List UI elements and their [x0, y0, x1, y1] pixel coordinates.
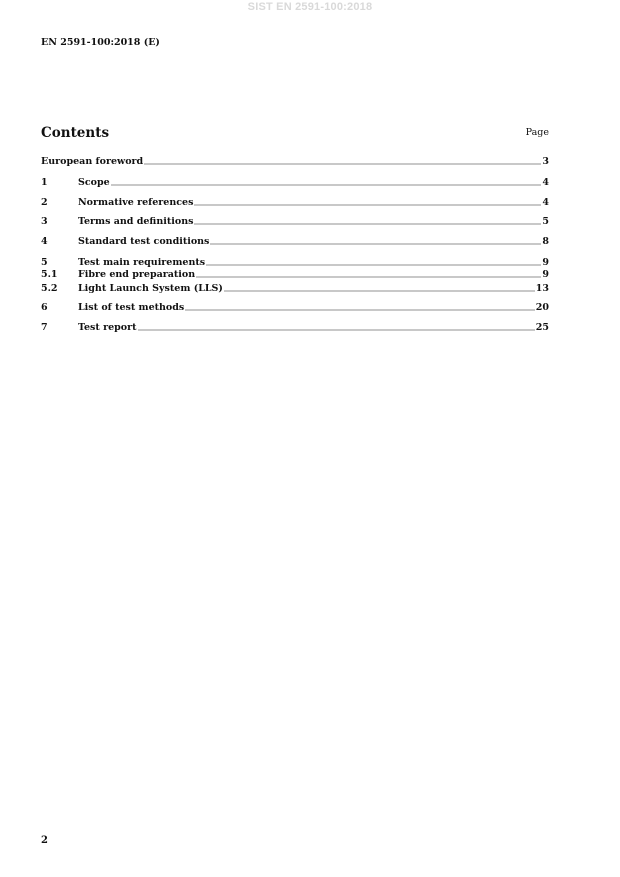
toc-entry[interactable] [41, 302, 549, 314]
toc-entry-number: 4 [41, 236, 48, 247]
toc-entry[interactable] [41, 216, 549, 228]
toc-entry-page: 9 [542, 269, 549, 280]
toc-entry-page: 20 [535, 302, 549, 313]
toc-entry-page: 9 [542, 257, 549, 268]
dot-leader [224, 290, 535, 293]
toc-entry-number: 5.2 [41, 283, 58, 294]
toc-entry-title: Fibre end preparation [78, 269, 196, 280]
toc-entry-number: 1 [41, 177, 48, 188]
toc-entry-title: Normative references [78, 197, 194, 208]
toc-entry-number: 5.1 [41, 269, 58, 280]
toc-entry[interactable] [41, 322, 549, 334]
dot-leader [138, 329, 535, 332]
toc-entry[interactable] [41, 283, 549, 295]
document-id: EN 2591-100:2018 (E) [41, 37, 160, 48]
dot-leader [196, 276, 541, 279]
toc-entry-title: European foreword [41, 156, 144, 167]
toc-entry-page: 4 [542, 177, 549, 188]
toc-entry-number: 7 [41, 322, 48, 333]
toc-entry-number: 5 [41, 257, 48, 268]
toc-entry-number: 3 [41, 216, 48, 227]
dot-leader [111, 184, 542, 187]
toc-entry[interactable] [41, 197, 549, 209]
toc-entry-page: 4 [542, 197, 549, 208]
toc-entry-title: Scope [78, 177, 110, 188]
toc-entry-title: Light Launch System (LLS) [78, 283, 223, 294]
toc-entry-page: 8 [542, 236, 549, 247]
toc-entry-page: 25 [535, 322, 549, 333]
toc-entry-title: Test main requirements [78, 257, 206, 268]
toc-entry[interactable] [41, 177, 549, 189]
dot-leader [185, 309, 535, 312]
page-column-label: Page [525, 127, 549, 138]
dot-leader [194, 204, 541, 207]
toc-entry[interactable] [41, 269, 549, 281]
contents-heading-row [41, 124, 549, 142]
toc-entry-page: 13 [535, 283, 549, 294]
toc-entry-title: Test report [78, 322, 137, 333]
toc-entry[interactable] [41, 257, 549, 269]
dot-leader [194, 223, 541, 226]
watermark: SIST EN 2591-100:2018 [247, 1, 373, 13]
toc-entry[interactable] [41, 236, 549, 248]
contents-title: Contents [41, 125, 110, 141]
toc-entry-number: 2 [41, 197, 48, 208]
toc-entry-title: Standard test conditions [78, 236, 210, 247]
toc-entry-page: 5 [542, 216, 549, 227]
toc-entry-page: 3 [542, 156, 549, 167]
dot-leader [210, 243, 541, 246]
toc-entry-title: List of test methods [78, 302, 185, 313]
page-number: 2 [41, 835, 48, 846]
dot-leader [206, 264, 541, 267]
toc-entry-title: Terms and definitions [78, 216, 194, 227]
toc-entry-number: 6 [41, 302, 48, 313]
dot-leader [144, 163, 541, 166]
toc-entry[interactable] [41, 156, 549, 168]
